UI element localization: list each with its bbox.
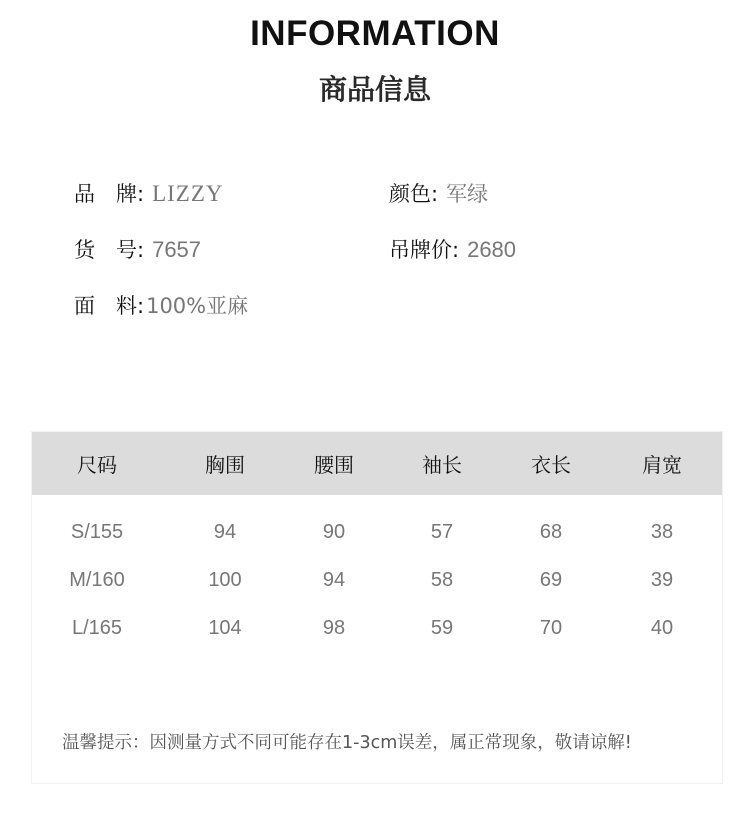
info-brand-label: 品 牌:: [74, 182, 145, 206]
page-title-cn: 商品信息: [318, 73, 431, 106]
cell-size: L/165: [71, 617, 123, 639]
info-fabric-label: 面 料:: [74, 294, 145, 318]
header-shoulder: 肩宽: [642, 453, 682, 477]
info-item-no-label: 货 号:: [74, 238, 145, 262]
header-bust: 胸围: [205, 453, 245, 477]
header-waist: 腰围: [314, 453, 354, 477]
info-color-label: 颜色:: [389, 182, 439, 206]
cell-length: 69: [539, 569, 563, 591]
info-item-no: [74, 234, 201, 264]
cell-shoulder: 39: [650, 569, 674, 591]
info-tag-price: [389, 234, 516, 264]
info-tag-price-value: 2680: [467, 237, 517, 262]
cell-sleeve: 59: [430, 617, 454, 639]
cell-size: M/160: [69, 569, 125, 591]
size-table: [31, 431, 723, 784]
cell-shoulder: 38: [650, 521, 674, 543]
info-color-value: 军绿: [446, 182, 489, 206]
size-table-header: [32, 432, 722, 495]
cell-bust: 104: [208, 617, 242, 639]
info-item-no-value: 7657: [152, 237, 202, 262]
cell-sleeve: 58: [430, 569, 454, 591]
cell-sleeve: 57: [430, 521, 454, 543]
info-brand: [74, 178, 224, 208]
cell-length: 70: [539, 617, 563, 639]
page-title-en: INFORMATION: [250, 14, 500, 53]
info-fabric-value: 100%亚麻: [146, 294, 249, 318]
cell-shoulder: 40: [650, 617, 674, 639]
cell-waist: 98: [322, 617, 346, 639]
info-brand-value: LIZZY: [152, 181, 224, 206]
info-tag-price-label: 吊牌价:: [389, 238, 460, 262]
info-fabric: [74, 290, 248, 320]
cell-waist: 90: [322, 521, 346, 543]
cell-waist: 94: [322, 569, 346, 591]
info-color: [389, 178, 488, 208]
cell-bust: 94: [213, 521, 237, 543]
header-size: 尺码: [77, 453, 117, 477]
header-length: 衣长: [531, 453, 571, 477]
measurement-note: 温馨提示：因测量方式不同可能存在1-3cm误差，属正常现象，敬请谅解!: [62, 733, 632, 753]
cell-bust: 100: [208, 569, 242, 591]
cell-size: S/155: [70, 521, 124, 543]
cell-length: 68: [539, 521, 563, 543]
header-sleeve: 袖长: [422, 453, 462, 477]
